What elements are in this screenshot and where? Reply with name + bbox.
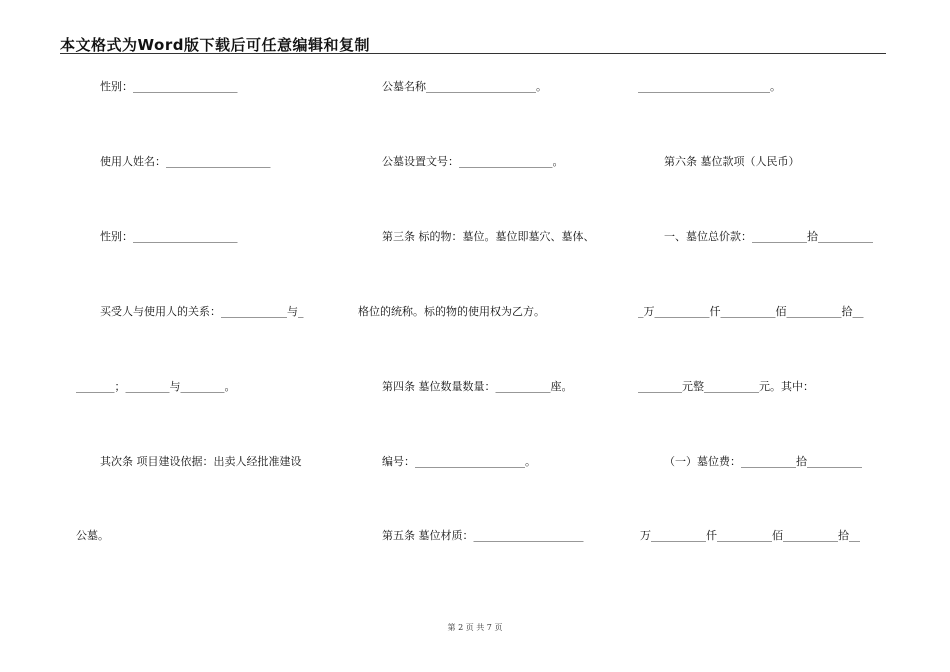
col1-line-4: 买受人与使用人的关系：____________与_ — [100, 305, 304, 318]
col3-line-1: ________________________。 — [638, 80, 781, 93]
col2-line-3: 第三条 标的物：墓位。墓位即墓穴、墓体、 — [382, 230, 595, 243]
document-header-title: 本文格式为Word版下载后可任意编辑和复制 — [60, 36, 370, 54]
col3-line-5: ________元整__________元。其中： — [638, 380, 814, 393]
col1-line-6: 其次条 项目建设依据：出卖人经批准建设 — [100, 455, 302, 468]
col2-line-7: 第五条 墓位材质：____________________ — [382, 529, 584, 542]
col2-line-2: 公墓设置文号：_________________。 — [382, 155, 564, 168]
col1-line-7: 公墓。 — [76, 529, 109, 542]
col1-line-1: 性别：___________________ — [100, 80, 238, 93]
col1-line-5: _______；________与________。 — [76, 380, 236, 393]
header-divider — [60, 53, 886, 54]
col3-line-4: _万__________仟__________佰__________拾__ — [638, 305, 864, 318]
col2-line-4: 格位的统称。标的物的使用权为乙方。 — [358, 305, 545, 318]
col3-line-2: 第六条 墓位款项（人民币） — [664, 155, 800, 168]
col3-line-6: （一）墓位费：__________拾__________ — [664, 455, 862, 468]
col2-line-1: 公墓名称____________________。 — [382, 80, 547, 93]
col2-line-5: 第四条 墓位数量数量：__________座。 — [382, 380, 573, 393]
col2-line-6: 编号：____________________。 — [382, 455, 536, 468]
page-number: 第 2 页 共 7 页 — [447, 623, 503, 632]
col1-line-2: 使用人姓名：___________________ — [100, 155, 271, 168]
col3-line-3: 一、墓位总价款：__________拾__________ — [664, 230, 873, 243]
col1-line-3: 性别：___________________ — [100, 230, 238, 243]
col3-line-7: 万__________仟__________佰__________拾__ — [640, 529, 860, 542]
